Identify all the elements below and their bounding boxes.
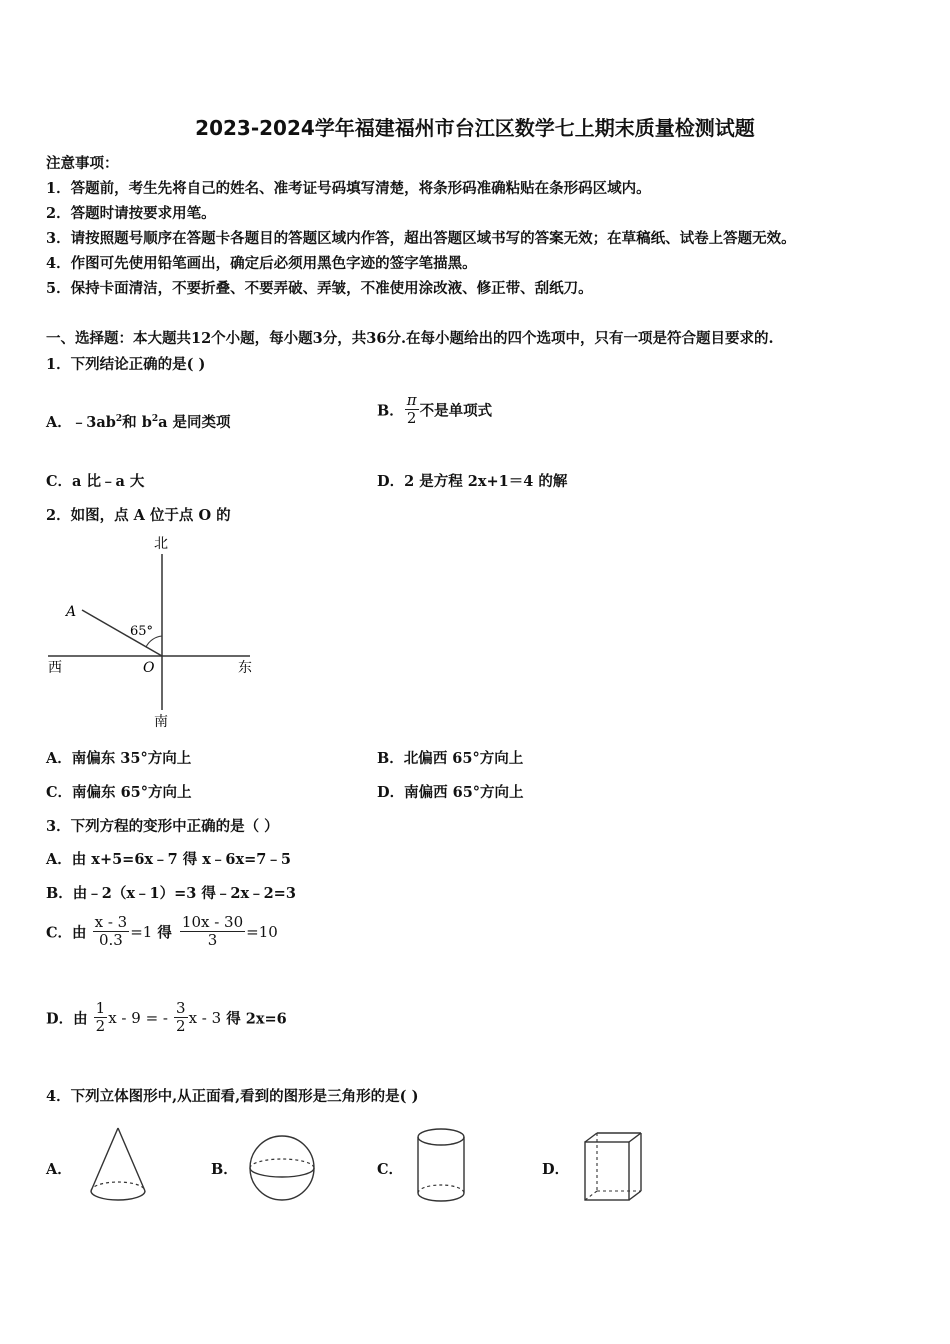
q3-option-b: B．由﹣2（x﹣1）=3 得﹣2x﹣2=3 — [46, 885, 296, 902]
label-north: 北 — [154, 536, 168, 552]
section-heading: 一、选择题：本大题共12个小题，每小题3分，共36分.在每小题给出的四个选项中，只有一项是符合题目要求的. — [46, 330, 774, 347]
q3-d-fraction-2 — [174, 1000, 188, 1036]
q4-option-b-label: B． — [211, 1161, 238, 1178]
q1-a-label: A． — [46, 414, 72, 431]
q1-b-fraction — [405, 392, 419, 428]
label-angle: 65° — [130, 624, 154, 639]
sphere-figure — [244, 1130, 320, 1206]
notice-item-3: 3．请按照题号顺序在答题卡各题目的答题区域内作答，超出答题区域书写的答案无效；在草稿纸、试卷上答题无效。 — [46, 230, 796, 247]
q1-a-exp2: 2 — [151, 414, 159, 425]
notice-item-1: 1．答题前，考生先将自己的姓名、准考证号码填写清楚，将条形码准确粘贴在条形码区域内。 — [46, 180, 651, 197]
q3-d-mid1: x - 9 = - — [108, 1008, 168, 1027]
q3-c-f2-den: 3 — [207, 931, 218, 950]
q3-c-fraction-1 — [93, 914, 130, 950]
q2-option-d: D．南偏西 65°方向上 — [377, 784, 524, 801]
q1-b-text: 不是单项式 — [419, 402, 493, 420]
label-a: A — [66, 604, 77, 620]
q3-c-f2-num: 10x - 30 — [181, 913, 244, 931]
q3-c-eq2: =10 — [246, 922, 278, 941]
cylinder-figure — [412, 1124, 472, 1210]
q2-stem: 2．如图，点 A 位于点 O 的 — [46, 507, 231, 524]
cuboid-figure — [578, 1128, 648, 1208]
q3-c-fraction-2 — [180, 914, 245, 950]
q4-stem: 4．下列立体图形中,从正面看,看到的图形是三角形的是( ) — [46, 1088, 419, 1105]
q3-option-c — [46, 914, 278, 950]
q3-c-f1-den: 0.3 — [98, 931, 123, 950]
label-east: 东 — [238, 660, 252, 676]
q3-d-f1-num: 1 — [95, 999, 106, 1017]
q3-option-a: A．由 x+5=6x﹣7 得 x﹣6x=7﹣5 — [46, 851, 291, 868]
q1-option-b — [377, 392, 492, 428]
q3-d-f2-den: 2 — [176, 1017, 186, 1036]
q3-d-f2-num: 3 — [176, 999, 186, 1017]
notice-item-4: 4．作图可先使用铅笔画出，确定后必须用黑色字迹的签字笔描黑。 — [46, 255, 477, 272]
q3-c-label: C．由 — [46, 924, 87, 942]
label-south: 南 — [154, 714, 168, 730]
q1-b-label: B． — [377, 402, 404, 420]
page-title: 2023-2024学年福建福州市台江区数学七上期末质量检测试题 — [195, 116, 755, 140]
q1-a-post: a 是同类项 — [158, 414, 231, 431]
compass-figure — [40, 532, 270, 732]
notice-item-5: 5．保持卡面清洁，不要折叠、不要弄破、弄皱，不准使用涂改液、修正带、刮纸刀。 — [46, 280, 593, 297]
q3-c-de: 得 — [157, 924, 172, 942]
cone-figure — [84, 1122, 154, 1208]
q3-c-eq1: =1 — [130, 922, 153, 941]
q1-option-a — [46, 411, 231, 432]
notice-item-2: 2．答题时请按要求用笔。 — [46, 205, 216, 222]
label-o: O — [143, 660, 155, 676]
q1-a-mid: 和 b — [122, 414, 152, 431]
q1-b-den: 2 — [406, 409, 417, 428]
q1-b-num: π — [406, 391, 417, 409]
q2-option-b: B．北偏西 65°方向上 — [377, 750, 524, 767]
q4-option-a-label: A． — [46, 1161, 72, 1178]
q1-option-d: D．2 是方程 2x+1＝4 的解 — [377, 473, 568, 490]
q1-option-c: C．a 比﹣a 大 — [46, 473, 145, 490]
q3-d-label: D．由 — [46, 1010, 88, 1028]
q3-d-post: 得 2x=6 — [226, 1010, 287, 1028]
q3-d-f1-den: 2 — [95, 1017, 106, 1036]
label-west: 西 — [48, 660, 62, 676]
notice-heading: 注意事项： — [46, 155, 119, 172]
q2-option-c: C．南偏东 65°方向上 — [46, 784, 192, 801]
q4-option-c-label: C． — [377, 1161, 404, 1178]
q3-c-f1-num: x - 3 — [94, 913, 128, 931]
q3-stem: 3．下列方程的变形中正确的是（ ） — [46, 818, 279, 835]
q2-option-a: A．南偏东 35°方向上 — [46, 750, 192, 767]
q1-stem: 1．下列结论正确的是( ) — [46, 356, 206, 373]
q1-a-pre: ﹣3ab — [71, 414, 116, 431]
q4-option-d-label: D． — [542, 1161, 570, 1178]
q3-d-fraction-1 — [94, 1000, 108, 1036]
q3-option-d — [46, 1000, 287, 1036]
q3-d-mid2: x - 3 — [188, 1008, 222, 1027]
q1-a-exp1: 2 — [115, 414, 123, 425]
